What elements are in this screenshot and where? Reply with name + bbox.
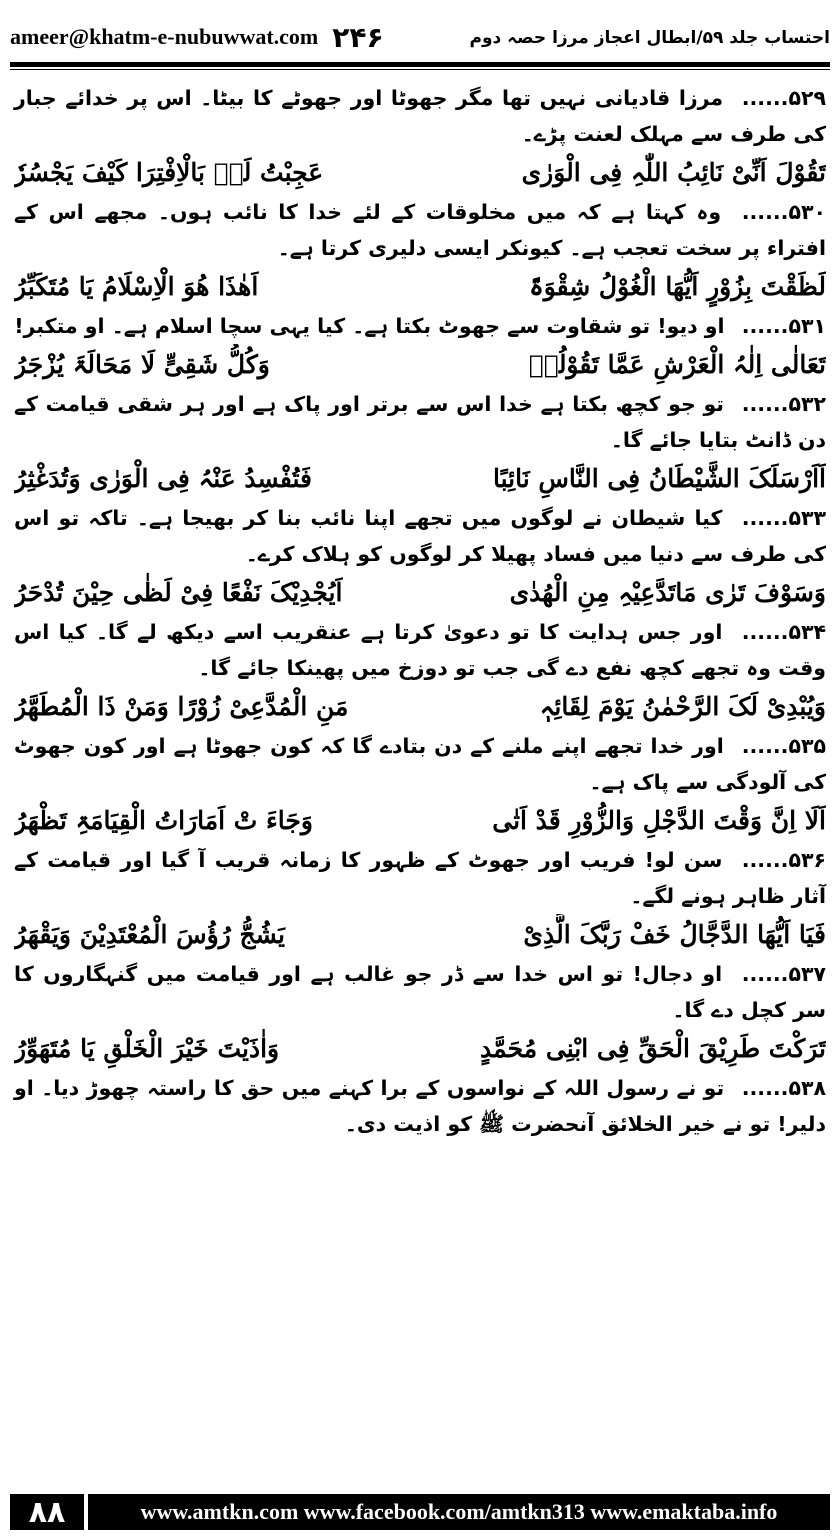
- verse-first-hemistich: لَظَقْتَ بِزُوْرٍ اَیُّھَا الْغُوْلُ شِقْوَۃً: [529, 272, 826, 301]
- translation: [14, 80, 826, 152]
- entry-531: [14, 266, 826, 344]
- verse-second-hemistich: اَھٰذَا ھُوَ الْاِسْلَامُ یَا مُتَکَبِّرُ: [14, 272, 259, 301]
- translation: [14, 956, 826, 1028]
- page-footer: [10, 1494, 830, 1530]
- verse-first-hemistich: فَیَا اَیُّھَا الدَّجَّالُ خَفْ رَبَّکَ الَّذِیْ: [523, 920, 826, 949]
- entry-533: [14, 458, 826, 572]
- translation-text: او دیو! تو شقاوت سے جھوٹ بکتا ہے۔ کیا یہی سچا اسلام ہے۔ او متکبر!: [14, 314, 725, 338]
- entry-535: [14, 686, 826, 800]
- entry-number: ۵۳۳......: [741, 506, 826, 530]
- verse-second-hemistich: فَتُفْسِدُ عَنْہُ فِی الْوَرٰی وَتُدَغْثِرُ: [14, 464, 312, 493]
- header-rule-thin: [10, 69, 830, 70]
- translation-text: سن لو! فریب اور جھوٹ کے ظہور کا زمانہ قریب آ گیا اور قیامت کے آثار ظاہر ہونے لگے۔: [14, 848, 826, 908]
- entry-534: [14, 572, 826, 686]
- header-email: ameer@khatm-e-nubuwwat.com: [10, 24, 319, 49]
- entry-number: ۵۳۲......: [741, 392, 827, 416]
- arabic-verse: [14, 266, 826, 308]
- verse-first-hemistich: تَرَکْتَ طَرِیْقَ الْحَقِّ فِی ابْنِی مُحَمَّدٍ: [480, 1034, 826, 1063]
- arabic-verse: [14, 572, 826, 614]
- arabic-verse: [14, 344, 826, 386]
- translation: [14, 614, 826, 686]
- verse-second-hemistich: یَشُجُّ رُؤُسَ الْمُعْتَدِیْنَ وَیَقْھَرُ: [14, 920, 285, 949]
- page-header: [10, 16, 830, 58]
- translation: [14, 500, 826, 572]
- translation: [14, 194, 826, 266]
- arabic-verse: [14, 152, 826, 194]
- footer-links[interactable]: www.amtkn.com www.facebook.com/amtkn313 www.emaktaba.info: [140, 1499, 778, 1524]
- entry-number: ۵۳۸......: [741, 1076, 827, 1100]
- page-content: [14, 80, 826, 1142]
- verse-first-hemistich: وَیُبْدِیْ لَکَ الرَّحْمٰنُ یَوْمَ لِقَائِہٖ: [539, 692, 826, 721]
- header-title: احتساب جلد ۵۹/ابطال اعجاز مرزا حصہ دوم: [469, 27, 830, 48]
- verse-second-hemistich: وَجَاءَ تْ اَمَارَاتُ الْقِیَامَۃِ تَظْھَرُ: [14, 806, 313, 835]
- translation-text: تو نے رسول اللہ کے نواسوں کے برا کہنے میں حق کا راستہ چھوڑ دیا۔ او دلیر! تو نے خیر الخلائق آنحضرت ﷺ کو اذیت دی۔: [14, 1076, 826, 1136]
- translation-text: وہ کہتا ہے کہ میں مخلوقات کے لئے خدا کا نائب ہوں۔ مجھے اس کے افتراء پر سخت تعجب ہے۔ کیونکر ایسی دلیری کرتا ہے۔: [14, 200, 826, 260]
- entry-529: [14, 80, 826, 152]
- entry-number: ۵۳۵......: [741, 734, 826, 758]
- translation-text: او دجال! تو اس خدا سے ڈر جو غالب ہے اور قیامت میں گنہگاروں کا سر کچل دے گا۔: [14, 962, 826, 1022]
- entry-number: ۵۳۶......: [741, 848, 826, 872]
- arabic-verse: [14, 458, 826, 500]
- entry-number: ۵۳۴......: [741, 620, 826, 644]
- translation-text: اور جس ہدایت کا تو دعویٰ کرتا ہے عنقریب اسے دیکھ لے گا۔ کیا اس وقت وہ تجھے کچھ نفع دے گی جب تو دوزخ میں پھینکا جائے گا۔: [14, 620, 826, 680]
- verse-second-hemistich: عَجِبْتُ لَہٗ بَالْاِفْتِرَا کَیْفَ یَجْسُرٗ: [14, 158, 324, 187]
- arabic-verse: [14, 914, 826, 956]
- entry-number: ۵۳۷......: [741, 962, 827, 986]
- header-rule-thick: [10, 62, 830, 67]
- translation: [14, 728, 826, 800]
- entry-537: [14, 914, 826, 1028]
- entry-number: ۵۳۱......: [741, 314, 826, 338]
- arabic-verse: [14, 800, 826, 842]
- entry-538: [14, 1028, 826, 1142]
- entry-536: [14, 800, 826, 914]
- entry-532: [14, 344, 826, 458]
- footer-page-number: ۸۸: [10, 1494, 88, 1530]
- translation: [14, 842, 826, 914]
- verse-first-hemistich: وَسَوْفَ تَرٰی مَاتَدَّعِیْہِ مِنِ الْھُدٰی: [509, 578, 826, 607]
- verse-second-hemistich: وَکُلُّ شَقِیٍّ لَا مَحَالَۃَ یُزْجَرُ: [14, 350, 270, 379]
- verse-second-hemistich: مَنِ الْمُدَّعِیْ زُوْرًا وَمَنْ ذَا الْمُطَھَّرُ: [14, 692, 349, 721]
- translation: [14, 1070, 826, 1142]
- verse-first-hemistich: اَلَا اِنَّ وَقْتَ الدَّجْلِ وَالزُّوْرِ قَدْ اَتٰی: [492, 806, 826, 835]
- translation: [14, 308, 826, 344]
- translation-text: تو جو کچھ بکتا ہے خدا اس سے برتر اور پاک ہے اور ہر شقی قیامت کے دن ڈانٹ بتایا جائے گا۔: [14, 392, 826, 452]
- verse-second-hemistich: وَاٰذَیْتَ خَیْرَ الْخَلْقِ یَا مُتَھَوِّرُ: [14, 1034, 280, 1063]
- arabic-verse: [14, 1028, 826, 1070]
- entry-number: ۵۳۰......: [741, 200, 826, 224]
- translation: [14, 386, 826, 458]
- arabic-verse: [14, 686, 826, 728]
- header-page-number: ۲۴۶: [332, 20, 384, 54]
- entry-530: [14, 152, 826, 266]
- translation-text: اور خدا تجھے اپنے ملنے کے دن بتادے گا کہ کون جھوٹا ہے اور کون جھوٹ کی آلودگی سے پاک ہے۔: [14, 734, 826, 794]
- verse-second-hemistich: اَیُجْدِیْکَ نَفْعًا فِیْ لَظٰی حِیْنَ تُدْحَرُ: [14, 578, 343, 607]
- translation-text: کیا شیطان نے لوگوں میں تجھے اپنا نائب بنا کر بھیجا ہے۔ تاکہ تو اس کی طرف سے دنیا میں فساد پھیلا کر لوگوں کو ہلاک کرے۔: [14, 506, 826, 566]
- translation-text: مرزا قادیانی نہیں تھا مگر جھوٹا اور جھوٹے کا بیٹا۔ اس پر خدائے جبار کی طرف سے مہلک لعنت پڑے۔: [14, 86, 826, 146]
- verse-first-hemistich: اَاَرْسَلَکَ الشَّیْطَانُ فِی النَّاسِ نَائِبًا: [493, 464, 826, 493]
- verse-first-hemistich: تَقُوْلَ اَنِّیْ نَائِبُ اللّٰہِ فِی الْوَرٰی: [521, 158, 826, 187]
- verse-first-hemistich: تَعَالٰی اِلٰہُ الْعَرْشِ عَمَّا تَقُوْلُہٗ: [528, 350, 826, 379]
- entry-number: ۵۲۹......: [741, 86, 826, 110]
